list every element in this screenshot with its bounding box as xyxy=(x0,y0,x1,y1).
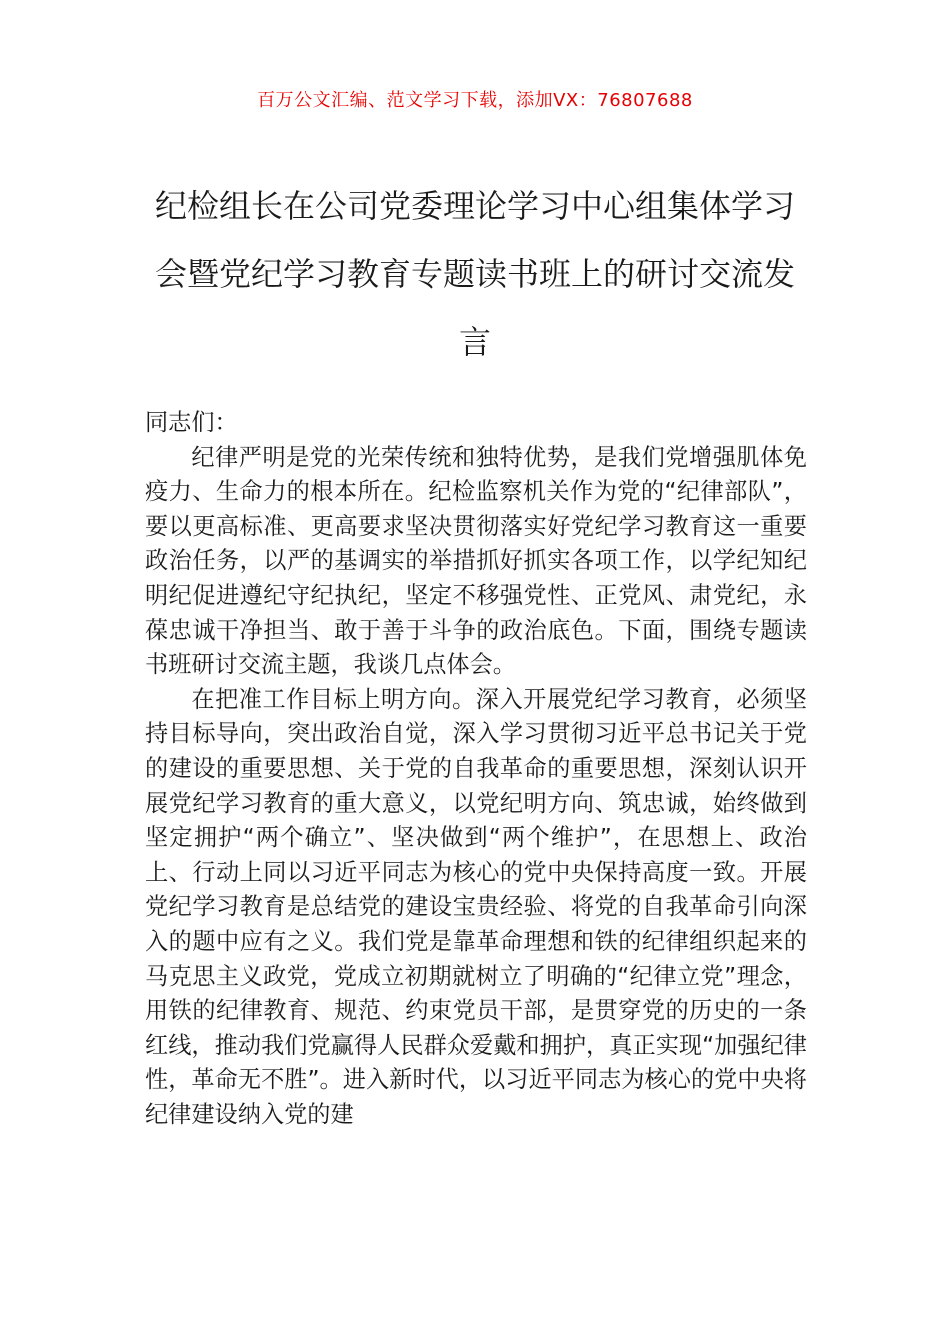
document-body xyxy=(145,406,807,1132)
paragraph-1: 纪律严明是党的光荣传统和独特优势，是我们党增强肌体免疫力、生命力的根本所在。纪检监察机关作为党的“纪律部队”，要以更高标准、更高要求坚决贯彻落实好党纪学习教育这一重要政治任务，以严的基调实的举措抓好抓实各项工作，以学纪知纪明纪促进遵纪守纪执纪，坚定不移强党性、正党风、肃党纪，永葆忠诚干净担当、敢于善于斗争的政治底色。下面，围绕专题读书班研讨交流主题，我谈几点体会。 xyxy=(145,443,807,679)
salutation: 同志们： xyxy=(145,409,238,436)
paragraph-2: 在把准工作目标上明方向。深入开展党纪学习教育，必须坚持目标导向，突出政治自觉，深入学习贯彻习近平总书记关于党的建设的重要思想、关于党的自我革命的重要思想，深刻认识开展党纪学习教育的重大意义，以党纪明方向、筑忠诚，始终做到坚定拥护“两个确立”、坚决做到“两个维护”，在思想上、政治上、行动上同以习近平同志为核心的党中央保持高度一致。开展党纪学习教育是总结党的建设宝贵经验、将党的自我革命引向深入的题中应有之义。我们党是靠革命理想和铁的纪律组织起来的马克思主义政党，党成立初期就树立了明确的“纪律立党”理念，用铁的纪律教育、规范、约束党员干部，是贯穿党的历史的一条红线，推动我们党赢得人民群众爱戴和拥护，真正实现“加强纪律性，革命无不胜”。进入新时代，以习近平同志为核心的党中央将纪律建设纳入党的建 xyxy=(145,685,807,1128)
header-note: 百万公文汇编、范文学习下载，添加VX：76807688 xyxy=(257,90,693,111)
document-title: 纪检组长在公司党委理论学习中心组集体学习会暨党纪学习教育专题读书班上的研讨交流发言 xyxy=(154,187,795,361)
